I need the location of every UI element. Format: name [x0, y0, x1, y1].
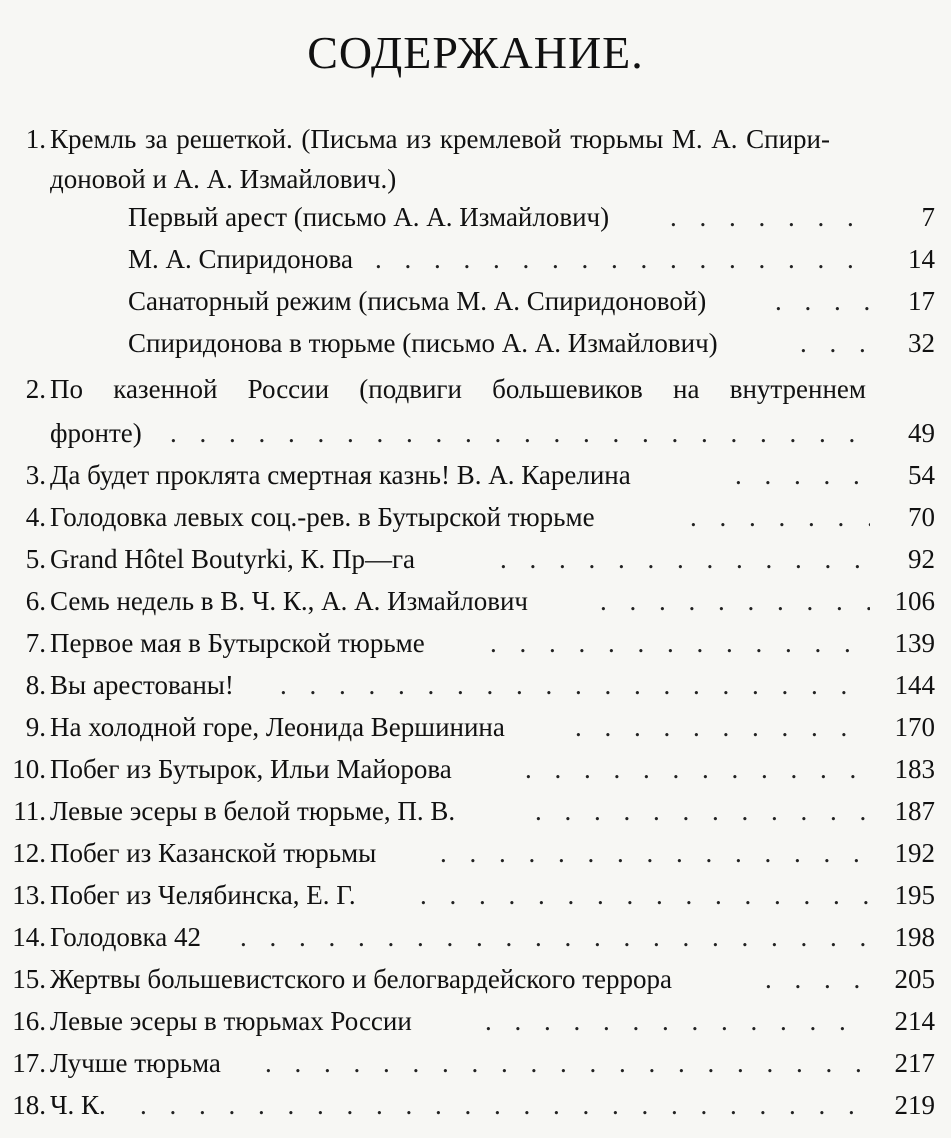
- dot-leader: [735, 454, 870, 496]
- dot-leader: [535, 790, 870, 832]
- entry-number: 13.: [12, 880, 46, 910]
- entry-title: Жертвы большевистского и белогвардейского террора: [50, 964, 672, 994]
- dot-leader: [170, 412, 870, 454]
- toc-entry-1: [0, 118, 951, 160]
- toc-subentry: [0, 196, 951, 238]
- page-number: 7: [921, 202, 935, 232]
- entry-number: 6.: [25, 586, 46, 616]
- toc-entry-17: [0, 1042, 951, 1084]
- page-number: 139: [894, 628, 935, 658]
- dot-leader: [140, 1084, 870, 1126]
- entry-number: 1.: [25, 124, 46, 154]
- entry-title: Кремль за решеткой. (Письма из кремлевой тюрьмы М. А. Спири-: [50, 124, 830, 154]
- dot-leader: [440, 832, 870, 874]
- entry-number: 2.: [25, 374, 46, 404]
- entry-title: Первое мая в Бутырской тюрьме: [50, 628, 425, 658]
- page-number: 214: [894, 1006, 935, 1036]
- page-number: 217: [894, 1048, 935, 1078]
- entry-title: Побег из Бутырок, Ильи Майорова: [50, 754, 452, 784]
- entry-title: Лучше тюрьма: [50, 1048, 221, 1078]
- dot-leader: [765, 958, 870, 1000]
- entry-title: Левые эсеры в белой тюрьме, П. В.: [50, 796, 456, 826]
- entry-title: Побег из Казанской тюрьмы: [50, 838, 377, 868]
- dot-leader: [575, 706, 870, 748]
- page-number: 92: [908, 544, 935, 574]
- dot-leader: [240, 916, 870, 958]
- toc-subentry: [0, 280, 951, 322]
- dot-leader: [800, 322, 870, 364]
- entry-number: 3.: [25, 460, 46, 490]
- subentry-title: Спиридонова в тюрьме (письмо А. А. Измайлович): [128, 328, 718, 358]
- toc-entry-16: [0, 1000, 951, 1042]
- dot-leader: [600, 580, 870, 622]
- toc-subentry: [0, 238, 951, 280]
- dot-leader: [670, 196, 870, 238]
- page-number: 183: [894, 754, 935, 784]
- toc-entry-10: [0, 748, 951, 790]
- entry-title: Вы арестованы!: [50, 670, 234, 700]
- subentry-title: М. А. Спиридонова: [128, 244, 353, 274]
- page-number: 17: [908, 286, 935, 316]
- toc-entry-11: [0, 790, 951, 832]
- entry-number: 9.: [25, 712, 46, 742]
- toc-entry-8: [0, 664, 951, 706]
- entry-title: По казенной России (подвиги большевиков на внутреннем: [50, 374, 866, 404]
- toc-entry-5: [0, 538, 951, 580]
- entry-title: Левые эсеры в тюрьмах России: [50, 1006, 412, 1036]
- toc-entry-7: [0, 622, 951, 664]
- entry-title: Голодовка 42: [50, 922, 202, 952]
- entry-title: Да будет проклята смертная казнь! В. А. Карелина: [50, 460, 631, 490]
- dot-leader: [375, 238, 870, 280]
- entry-number: 11.: [13, 796, 46, 826]
- page-number: 144: [894, 670, 935, 700]
- page-number: 70: [908, 502, 935, 532]
- dot-leader: [490, 622, 870, 664]
- page-title: СОДЕРЖАНИЕ.: [307, 27, 644, 78]
- toc-entry-14: [0, 916, 951, 958]
- entry-title: Семь недель в В. Ч. К., А. А. Измайлович: [50, 586, 528, 616]
- entry-number: 15.: [12, 964, 46, 994]
- entry-title: Голодовка левых соц.-рев. в Бутырской тюрьме: [50, 502, 595, 532]
- subentry-title: Санаторный режим (письма М. А. Спиридоновой): [128, 286, 707, 316]
- dot-leader: [280, 664, 870, 706]
- entry-title: Ч. К.: [50, 1090, 106, 1120]
- toc-entry-9: [0, 706, 951, 748]
- dot-leader: [775, 280, 870, 322]
- page-number: 192: [894, 838, 935, 868]
- entry-title-continued: доновой и А. А. Измайлович.): [50, 164, 397, 194]
- entry-number: 7.: [25, 628, 46, 658]
- entry-number: 16.: [12, 1006, 46, 1036]
- dot-leader: [420, 874, 870, 916]
- page-number: 195: [894, 880, 935, 910]
- page-number: 54: [908, 460, 935, 490]
- toc-entry-13: [0, 874, 951, 916]
- subentry-title: Первый арест (письмо А. А. Измайлович): [128, 202, 610, 232]
- toc-entry-18: [0, 1084, 951, 1126]
- entry-title: Побег из Челябинска, Е. Г.: [50, 880, 356, 910]
- page-number: 205: [894, 964, 935, 994]
- page-number: 187: [894, 796, 935, 826]
- entry-number: 17.: [12, 1048, 46, 1078]
- page-number: 32: [908, 328, 935, 358]
- toc-subentry: [0, 322, 951, 364]
- entry-number: 8.: [25, 670, 46, 700]
- page-number: 219: [894, 1090, 935, 1120]
- toc-entry-3: [0, 454, 951, 496]
- page-number: 14: [908, 244, 935, 274]
- toc-entry-6: [0, 580, 951, 622]
- entry-number: 18.: [12, 1090, 46, 1120]
- entry-title: Grand Hôtel Boutyrki, К. Пр—га: [50, 544, 416, 574]
- page-number: 198: [894, 922, 935, 952]
- dot-leader: [265, 1042, 870, 1084]
- toc-entry-12: [0, 832, 951, 874]
- page-number: 170: [894, 712, 935, 742]
- toc-entry-2: [0, 368, 951, 410]
- page-number: 106: [894, 586, 935, 616]
- dot-leader: [690, 496, 870, 538]
- entry-number: 4.: [25, 502, 46, 532]
- entry-number: 14.: [12, 922, 46, 952]
- entry-title: На холодной горе, Леонида Вершинина: [50, 712, 505, 742]
- entry-number: 12.: [12, 838, 46, 868]
- entry-number: 10.: [12, 754, 46, 784]
- page-number: 49: [908, 418, 935, 448]
- dot-leader: [500, 538, 870, 580]
- toc-entry-15: [0, 958, 951, 1000]
- entry-title-continued: фронте): [50, 418, 142, 448]
- dot-leader: [485, 1000, 870, 1042]
- dot-leader: [525, 748, 870, 790]
- toc-entry-2-cont: [0, 412, 951, 454]
- entry-number: 5.: [25, 544, 46, 574]
- toc-entry-4: [0, 496, 951, 538]
- toc-entry-1-cont: [0, 158, 951, 200]
